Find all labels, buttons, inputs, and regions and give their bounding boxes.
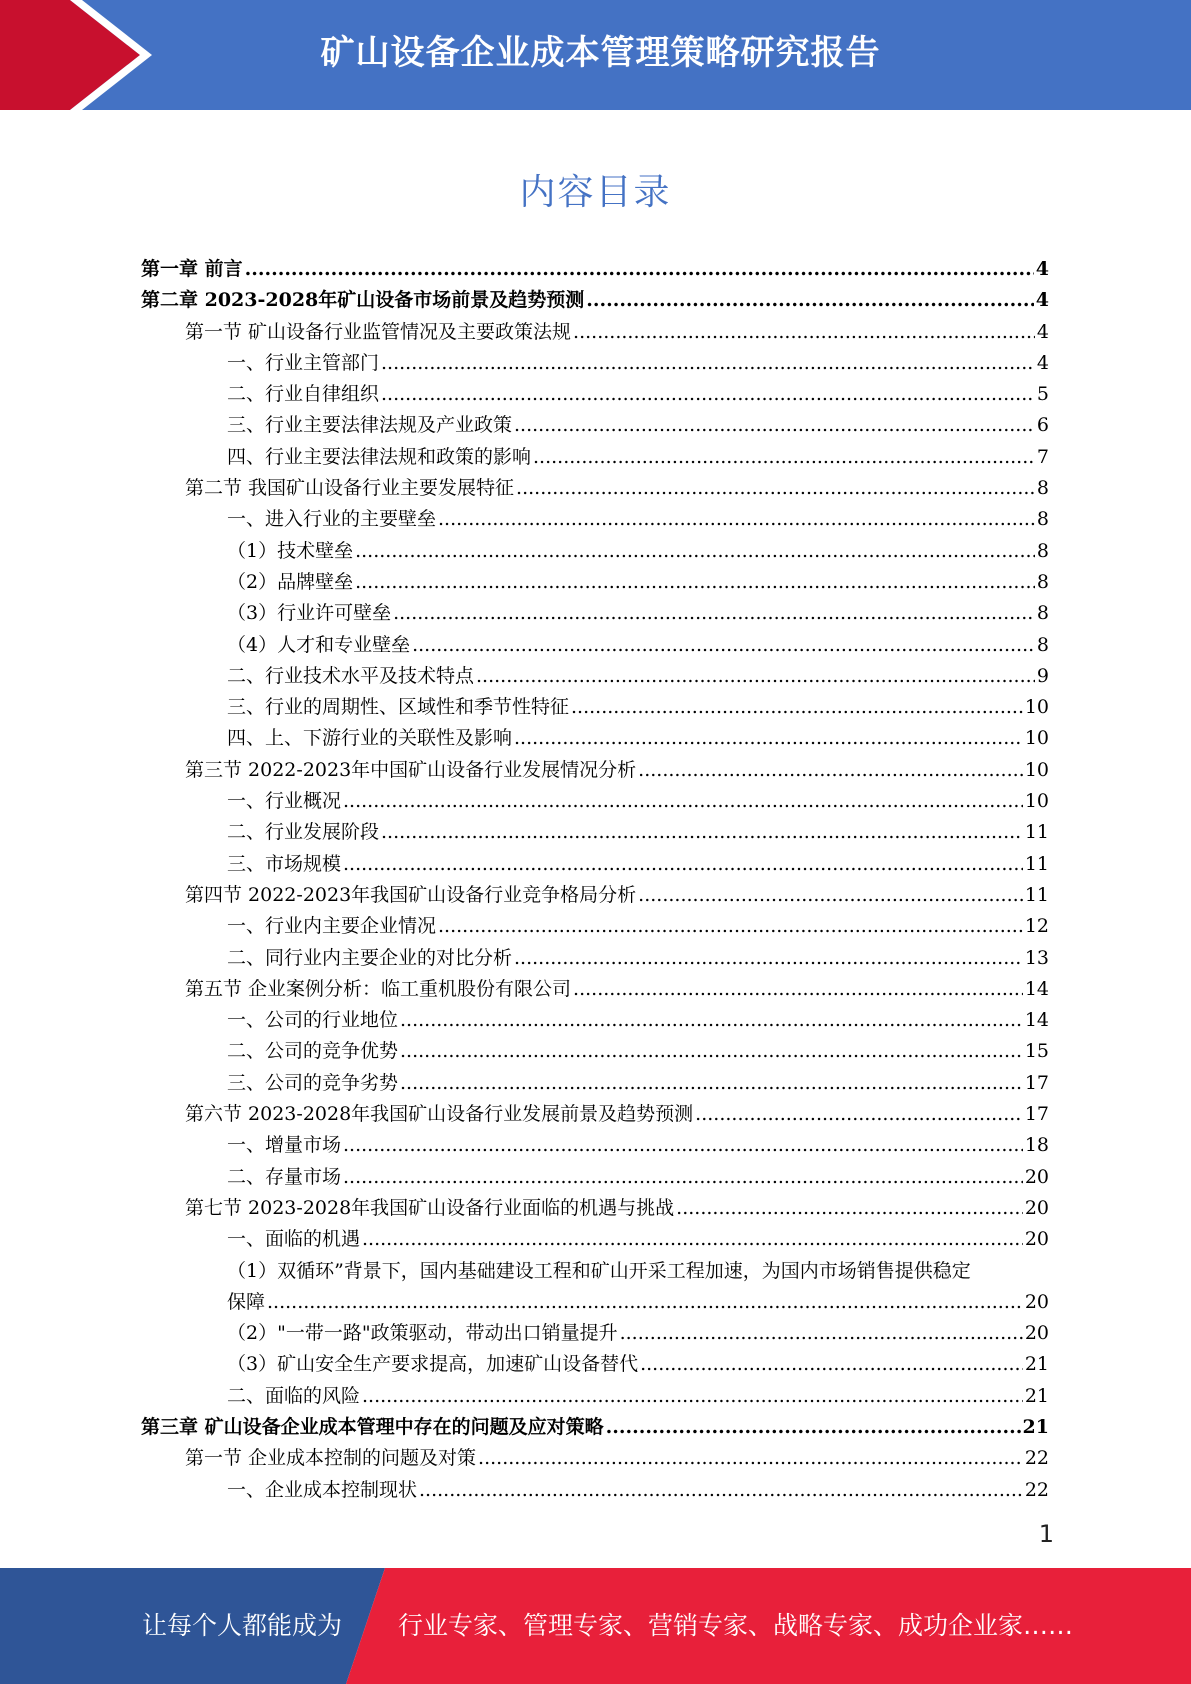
toc-entry-page: 14 <box>1024 977 1049 1000</box>
toc-entry-title: 二、同行业内主要企业的对比分析 <box>227 946 513 969</box>
toc-dot-leader <box>676 1193 1023 1224</box>
toc-dot-leader <box>343 1130 1023 1161</box>
toc-entry-page: 8 <box>1036 508 1049 531</box>
toc-entry-title: 二、行业技术水平及技术特点 <box>227 664 475 687</box>
toc-entry-page: 20 <box>1024 1228 1049 1251</box>
toc-entry-page: 20 <box>1024 1290 1049 1313</box>
toc-dot-leader <box>533 442 1035 473</box>
toc-dot-leader <box>638 880 1023 911</box>
toc-entry[interactable] <box>141 285 1049 316</box>
toc-entry[interactable] <box>141 1193 1049 1224</box>
page-number: 1 <box>1038 1520 1054 1548</box>
toc-entry[interactable] <box>141 1256 1049 1287</box>
toc-entry[interactable] <box>141 1475 1049 1506</box>
toc-dot-leader <box>514 723 1023 754</box>
toc-dot-leader <box>381 817 1023 848</box>
toc-entry-title: 第六节 2023-2028年我国矿山设备行业发展前景及趋势预测 <box>185 1103 694 1126</box>
toc-entry-title: （2）"一带一路"政策驱动，带动出口销量提升 <box>227 1322 618 1345</box>
toc-entry-page: 8 <box>1036 539 1049 562</box>
toc-entry-title: 一、企业成本控制现状 <box>227 1478 418 1501</box>
toc-entry[interactable] <box>141 911 1049 942</box>
toc-entry[interactable] <box>141 1381 1049 1412</box>
toc-entry-title: （3）行业许可壁垒 <box>227 602 392 625</box>
toc-entry-title: 一、面临的机遇 <box>227 1228 361 1251</box>
toc-entry-page: 17 <box>1024 1071 1049 1094</box>
toc-entry-page: 4 <box>1036 351 1049 374</box>
toc-entry-title: 第三节 2022-2023年中国矿山设备行业发展情况分析 <box>185 758 637 781</box>
toc-entry-page: 8 <box>1036 633 1049 656</box>
toc-entry-title: 第一章 前言 <box>141 258 243 280</box>
toc-entry-title: 一、行业内主要企业情况 <box>227 915 437 938</box>
toc-entry-page: 20 <box>1024 1322 1049 1345</box>
toc-entry[interactable] <box>141 1068 1049 1099</box>
toc-entry-title: 三、行业主要法律法规及产业政策 <box>227 414 513 437</box>
table-of-contents <box>141 254 1049 1506</box>
toc-entry[interactable] <box>141 786 1049 817</box>
toc-entry-title: 第二节 我国矿山设备行业主要发展特征 <box>185 477 515 500</box>
toc-dot-leader <box>400 1068 1023 1099</box>
toc-entry-page: 7 <box>1036 445 1049 468</box>
toc-dot-leader <box>393 598 1035 629</box>
toc-entry[interactable] <box>141 723 1049 754</box>
toc-entry-title: （1）双循环”背景下，国内基础建设工程和矿山开采工程加速，为国内市场销售提供稳定 <box>227 1259 971 1282</box>
toc-entry-page: 11 <box>1024 852 1049 875</box>
toc-entry-page: 10 <box>1024 696 1049 719</box>
footer-banner <box>0 1568 1191 1684</box>
toc-entry-title: 一、进入行业的主要壁垒 <box>227 508 437 531</box>
toc-dot-leader <box>400 1005 1023 1036</box>
toc-entry-title: 二、公司的竞争优势 <box>227 1040 399 1063</box>
toc-entry[interactable] <box>141 410 1049 441</box>
toc-dot-leader <box>476 661 1035 692</box>
toc-entry-page: 12 <box>1024 915 1049 938</box>
toc-entry-page: 20 <box>1024 1165 1049 1188</box>
toc-entry[interactable] <box>141 692 1049 723</box>
toc-dot-leader <box>362 1224 1023 1255</box>
toc-entry[interactable] <box>141 880 1049 911</box>
toc-dot-leader <box>571 692 1023 723</box>
toc-dot-leader <box>381 348 1035 379</box>
toc-entry-title: （3）矿山安全生产要求提高，加速矿山设备替代 <box>227 1353 639 1376</box>
toc-dot-leader <box>606 1412 1021 1443</box>
toc-dot-leader <box>695 1099 1023 1130</box>
toc-entry-title: 二、存量市场 <box>227 1165 342 1188</box>
toc-dot-leader <box>343 1162 1023 1193</box>
toc-entry-page: 21 <box>1022 1415 1049 1438</box>
toc-entry-page: 13 <box>1024 946 1049 969</box>
toc-dot-leader <box>245 254 1034 285</box>
toc-entry[interactable] <box>141 1224 1049 1255</box>
toc-entry-title: 第三章 矿山设备企业成本管理中存在的问题及应对策略 <box>141 1415 604 1438</box>
toc-dot-leader <box>573 317 1035 348</box>
toc-dot-leader <box>355 567 1035 598</box>
toc-entry[interactable] <box>141 1005 1049 1036</box>
toc-entry-title: 第一节 矿山设备行业监管情况及主要政策法规 <box>185 320 572 343</box>
toc-entry-title: 第四节 2022-2023年我国矿山设备行业竞争格局分析 <box>185 883 637 906</box>
toc-entry-title: （4）人才和专业壁垒 <box>227 633 411 656</box>
toc-entry-title: 第七节 2023-2028年我国矿山设备行业面临的机遇与挑战 <box>185 1196 675 1219</box>
toc-entry[interactable] <box>141 1349 1049 1380</box>
toc-entry-title: 三、行业的周期性、区域性和季节性特征 <box>227 696 570 719</box>
toc-entry-page: 10 <box>1024 758 1049 781</box>
toc-dot-leader <box>638 755 1023 786</box>
toc-entry[interactable] <box>141 348 1049 379</box>
toc-entry[interactable] <box>141 504 1049 535</box>
toc-entry-page: 15 <box>1024 1040 1049 1063</box>
toc-entry-title: 一、行业主管部门 <box>227 351 380 374</box>
toc-entry[interactable] <box>141 1318 1049 1349</box>
toc-entry[interactable] <box>141 567 1049 598</box>
toc-entry-title: 四、上、下游行业的关联性及影响 <box>227 727 513 750</box>
toc-entry[interactable] <box>141 755 1049 786</box>
toc-dot-leader <box>438 911 1023 942</box>
toc-entry[interactable] <box>141 661 1049 692</box>
toc-entry[interactable] <box>141 943 1049 974</box>
toc-entry[interactable] <box>141 1099 1049 1130</box>
toc-entry-title: 一、行业概况 <box>227 790 342 813</box>
toc-dot-leader <box>514 943 1023 974</box>
footer-slogan-right: 行业专家、管理专家、营销专家、战略专家、成功企业家…… <box>398 1611 1074 1640</box>
toc-entry-title: 二、行业自律组织 <box>227 383 380 406</box>
toc-entry[interactable] <box>141 1443 1049 1474</box>
toc-entry-page: 20 <box>1024 1196 1049 1219</box>
toc-dot-leader <box>412 630 1035 661</box>
toc-entry[interactable] <box>141 379 1049 410</box>
toc-entry-page: 8 <box>1036 570 1049 593</box>
toc-entry-page: 18 <box>1024 1134 1049 1157</box>
toc-entry[interactable] <box>141 1036 1049 1067</box>
toc-entry[interactable] <box>141 849 1049 880</box>
toc-dot-leader <box>516 473 1035 504</box>
toc-entry-title: 第五节 企业案例分析：临工重机股份有限公司 <box>185 977 572 1000</box>
toc-entry-title: 三、市场规模 <box>227 852 342 875</box>
footer-slogan-left: 让每个人都能成为 <box>142 1611 343 1640</box>
toc-heading: 内容目录 <box>519 172 672 213</box>
toc-dot-leader <box>620 1318 1023 1349</box>
toc-entry[interactable] <box>141 1412 1049 1443</box>
toc-entry[interactable] <box>141 317 1049 348</box>
toc-entry-title: 第二章 2023-2028年矿山设备市场前景及趋势预测 <box>141 289 585 312</box>
toc-dot-leader <box>381 379 1035 410</box>
toc-entry[interactable] <box>141 473 1049 504</box>
toc-dot-leader <box>438 504 1035 535</box>
toc-entry-page: 17 <box>1024 1103 1049 1126</box>
toc-entry-page: 4 <box>1035 289 1049 312</box>
toc-entry-title: 二、面临的风险 <box>227 1384 361 1407</box>
toc-entry[interactable] <box>141 974 1049 1005</box>
toc-entry[interactable] <box>141 254 1049 285</box>
toc-entry-page: 10 <box>1024 790 1049 813</box>
toc-entry-title: 四、行业主要法律法规和政策的影响 <box>227 445 532 468</box>
toc-dot-leader <box>640 1349 1023 1380</box>
toc-entry-page: 8 <box>1036 602 1049 625</box>
toc-entry[interactable] <box>141 630 1049 661</box>
toc-entry-page: 22 <box>1024 1447 1049 1470</box>
toc-entry-title: 一、增量市场 <box>227 1134 342 1157</box>
toc-entry-title: 第一节 企业成本控制的问题及对策 <box>185 1447 477 1470</box>
toc-entry[interactable] <box>141 1162 1049 1193</box>
toc-dot-leader <box>573 974 1023 1005</box>
toc-entry-title: 二、行业发展阶段 <box>227 821 380 844</box>
toc-entry[interactable] <box>141 598 1049 629</box>
toc-entry-page: 11 <box>1024 883 1049 906</box>
toc-dot-leader <box>355 536 1035 567</box>
toc-entry-page: 6 <box>1036 414 1049 437</box>
toc-dot-leader <box>514 410 1035 441</box>
toc-entry-page: 9 <box>1036 664 1049 687</box>
toc-dot-leader <box>419 1475 1023 1506</box>
toc-dot-leader <box>267 1287 1023 1318</box>
toc-entry-title: 一、公司的行业地位 <box>227 1009 399 1032</box>
toc-dot-leader <box>400 1036 1023 1067</box>
toc-entry-page: 21 <box>1024 1384 1049 1407</box>
toc-entry-page: 22 <box>1024 1478 1049 1501</box>
toc-entry[interactable] <box>141 817 1049 848</box>
toc-dot-leader <box>343 786 1023 817</box>
report-title: 矿山设备企业成本管理策略研究报告 <box>320 33 881 73</box>
toc-entry-title: （2）品牌壁垒 <box>227 570 354 593</box>
toc-entry-title: （1）技术壁垒 <box>227 539 354 562</box>
toc-entry[interactable] <box>141 1287 1049 1318</box>
toc-entry-page: 11 <box>1024 821 1049 844</box>
toc-entry-page: 4 <box>1036 320 1049 343</box>
toc-entry[interactable] <box>141 1130 1049 1161</box>
toc-entry-title: 保障 <box>227 1290 266 1313</box>
toc-entry[interactable] <box>141 442 1049 473</box>
toc-entry-page: 4 <box>1035 258 1049 280</box>
toc-entry-title: 三、公司的竞争劣势 <box>227 1071 399 1094</box>
toc-dot-leader <box>362 1381 1023 1412</box>
toc-entry[interactable] <box>141 536 1049 567</box>
toc-dot-leader <box>343 849 1023 880</box>
report-header <box>0 0 1191 110</box>
toc-entry-page: 10 <box>1024 727 1049 750</box>
toc-entry-page: 21 <box>1024 1353 1049 1376</box>
toc-entry-page: 14 <box>1024 1009 1049 1032</box>
toc-entry-page: 8 <box>1036 477 1049 500</box>
toc-entry-page: 5 <box>1036 383 1049 406</box>
toc-dot-leader <box>478 1443 1023 1474</box>
toc-dot-leader <box>586 285 1034 316</box>
